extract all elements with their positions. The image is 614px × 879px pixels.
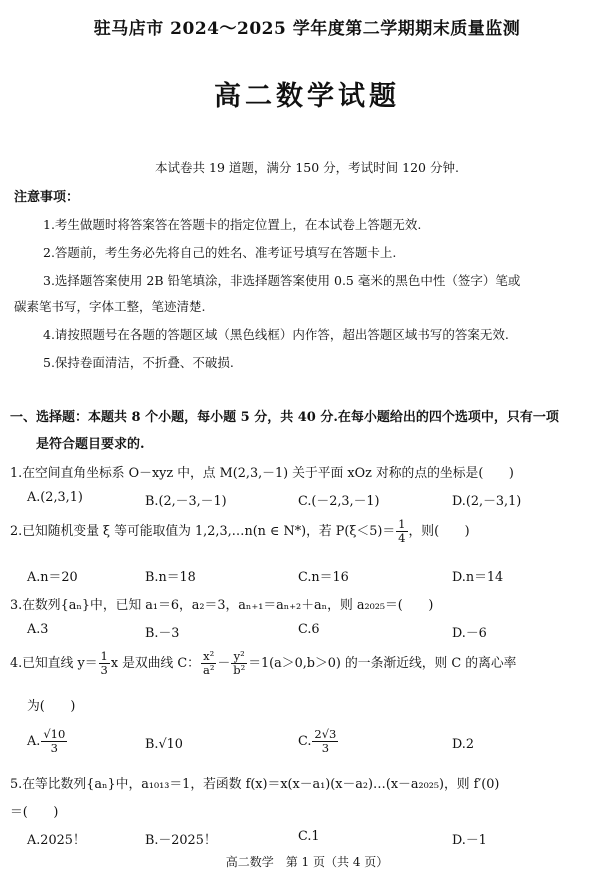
question-4-stem-text: x 是双曲线 C： (110, 656, 200, 671)
question-5-stem: 5.在等比数列{aₙ}中，a₁₀₁₃＝1，若函数 f(x)＝x(x－a₁)(x－a₂)…(x－a₂₀₂₅)，则 f′(0) (10, 777, 500, 792)
note-item: 4.请按照题号在各题的答题区域（黑色线框）内作答，超出答题区域书写的答案无效. (43, 327, 509, 342)
option-label: A. (27, 734, 41, 749)
exam-title: 驻马店市 2024～2025 学年度第二学期期末质量监测 (93, 19, 521, 39)
fraction (312, 728, 338, 755)
fraction (99, 650, 110, 677)
question-3-option-c: C.6 (298, 622, 320, 637)
fraction-numerator: x² (201, 650, 216, 664)
question-4-stem-text: ＝1(a＞0,b＞0) 的一条渐近线，则 C 的离心率 (248, 656, 517, 671)
question-5-stem-cont: ＝( ) (10, 805, 59, 820)
question-2-option-d: D.n＝14 (452, 570, 504, 585)
question-4-option-a (27, 728, 68, 755)
question-2-stem-text: 2.已知随机变量 ξ 等可能取值为 1,2,3,…n(n ∈ N*)，若 P(ξ＜5)＝ (10, 524, 396, 539)
question-4-stem-text: － (217, 656, 231, 671)
question-1-option-c: C.(－2,3,－1) (298, 494, 380, 509)
question-5-option-a: A.2025！ (27, 833, 86, 848)
note-item: 3.选择题答案使用 2B 铅笔填涂，非选择题答案使用 0.5 毫米的黑色中性（签字）笔或 (43, 273, 521, 288)
note-item: 1.考生做题时将答案答在答题卡的指定位置上，在本试卷上答题无效. (43, 217, 422, 232)
question-3-stem: 3.在数列{aₙ}中，已知 a₁＝6，a₂＝3，aₙ₊₁＝aₙ₊₂＋aₙ，则 a₂₀₂₅＝( ) (10, 598, 434, 613)
question-5-option-d: D.－1 (452, 833, 487, 848)
question-4-stem-cont: 为( ) (27, 699, 76, 714)
fraction-numerator: 1 (100, 649, 108, 663)
question-2-stem (10, 518, 470, 545)
fraction-denominator: 3 (100, 663, 108, 677)
subject-title: 高二数学试题 (214, 81, 400, 112)
fraction-denominator: 4 (398, 531, 406, 545)
question-2-option-a: A.n＝20 (27, 570, 78, 585)
question-4-option-c (298, 728, 339, 755)
fraction-numerator: 1 (398, 517, 406, 531)
fraction (231, 650, 247, 677)
section-heading: 一、选择题：本题共 8 个小题，每小题 5 分，共 40 分.在每小题给出的四个选项中，只有一项 (10, 410, 559, 425)
question-5-option-c: C.1 (298, 829, 320, 844)
question-4-option-b: B.√10 (145, 737, 183, 752)
section-heading-cont: 是符合题目要求的. (36, 437, 145, 452)
fraction (201, 650, 216, 677)
question-4-option-d: D.2 (452, 737, 475, 752)
fraction-numerator: 2√3 (314, 727, 337, 741)
question-2-stem-tail: ，则( ) (408, 524, 470, 539)
note-item: 碳素笔书写，字体工整，笔迹清楚. (14, 299, 206, 314)
question-5-option-b: B.－2025！ (145, 833, 217, 848)
note-item: 5.保持卷面清洁，不折叠、不破损. (43, 355, 234, 370)
question-3-option-d: D.－6 (452, 626, 487, 641)
notes-heading: 注意事项： (14, 190, 80, 205)
question-1-stem: 1.在空间直角坐标系 O－xyz 中，点 M(2,3,－1) 关于平面 xOz 对称的点的坐标是( ) (10, 466, 514, 481)
question-4-stem-text: 4.已知直线 y＝ (10, 656, 98, 671)
fraction (41, 728, 67, 755)
question-3-option-a: A.3 (27, 622, 49, 637)
question-3-option-b: B.－3 (145, 626, 180, 641)
fraction (396, 518, 407, 545)
fraction-denominator: b² (233, 663, 246, 677)
fraction-denominator: 3 (50, 741, 58, 755)
question-1-option-a: A.(2,3,1) (27, 490, 83, 505)
exam-intro: 本试卷共 19 道题，满分 150 分，考试时间 120 分钟. (155, 160, 459, 175)
fraction-numerator: y² (231, 650, 247, 664)
page-footer: 高二数学 第 1 页（共 4 页） (225, 855, 389, 869)
question-2-option-b: B.n＝18 (145, 570, 196, 585)
question-1-option-d: D.(2,－3,1) (452, 494, 522, 509)
fraction-denominator: 3 (321, 741, 330, 755)
question-4-stem (10, 650, 516, 677)
note-item: 2.答题前，考生务必先将自己的姓名、准考证号填写在答题卡上. (43, 245, 397, 260)
question-2-option-c: C.n＝16 (298, 570, 349, 585)
fraction-denominator: a² (202, 663, 215, 677)
option-label: C. (298, 734, 312, 749)
fraction-numerator: √10 (43, 727, 66, 741)
question-1-option-b: B.(2,－3,－1) (145, 494, 227, 509)
